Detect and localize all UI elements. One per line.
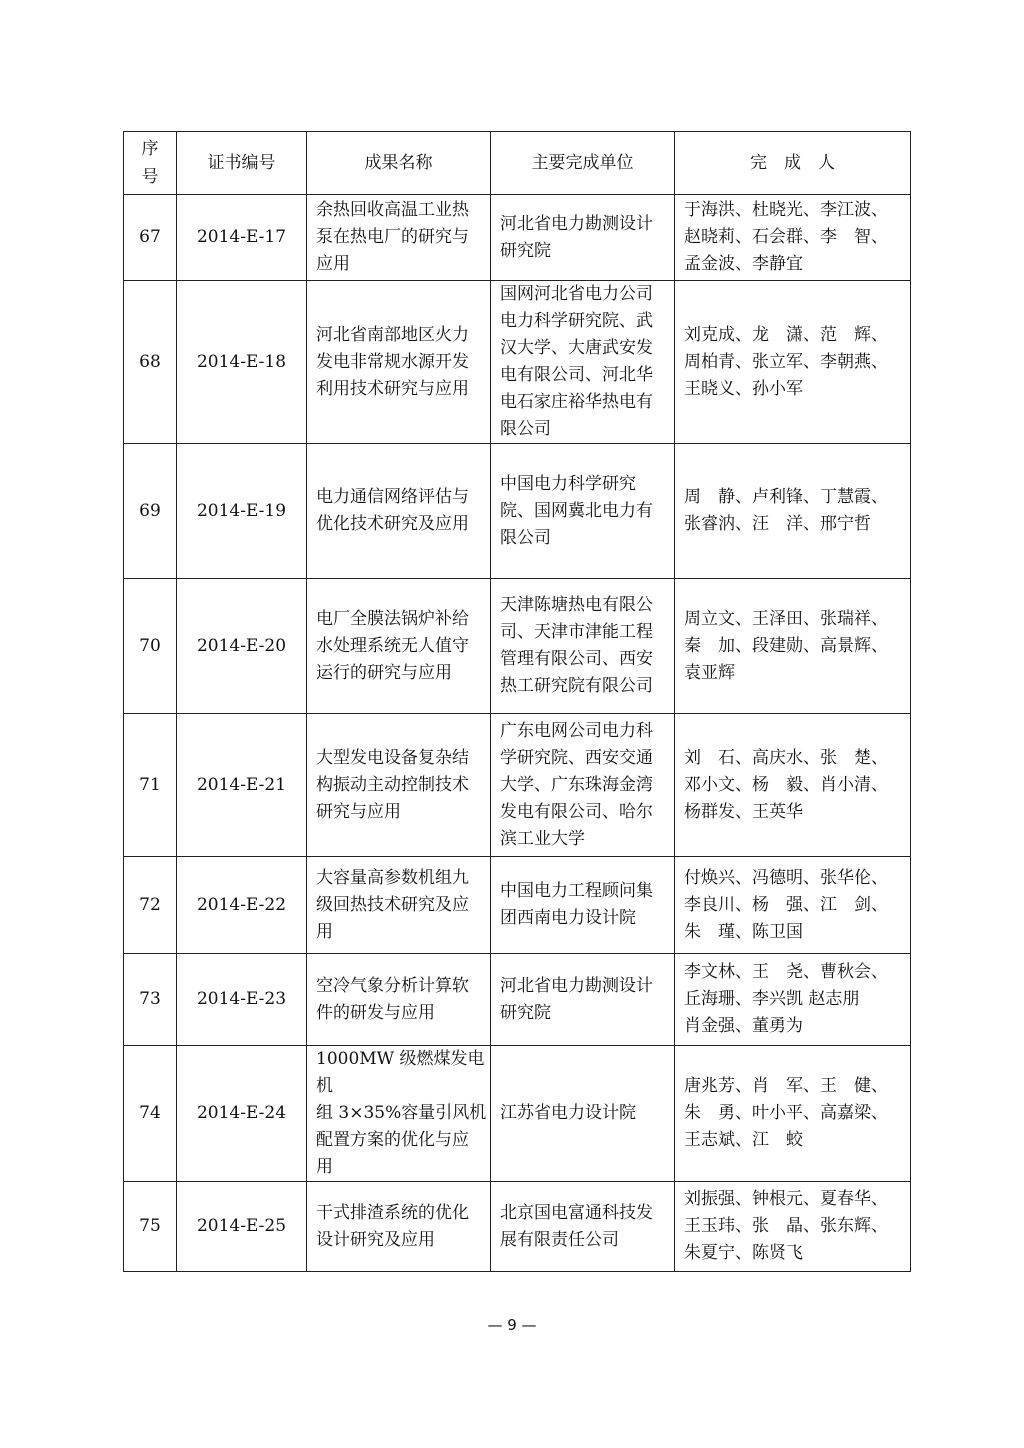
cell-code: 2014-E-19 <box>177 444 307 579</box>
people-line: 朱 勇、叶小平、高嘉梁、 <box>684 1103 888 1123</box>
unit-line: 中国电力工程顾问集 <box>500 881 653 901</box>
cell-people <box>675 1046 911 1182</box>
unit-line: 大学、广东珠海金湾 <box>500 774 653 795</box>
people-line: 王晓义、孙小军 <box>684 378 803 399</box>
title-line: 1000MW 级燃煤发电机 <box>316 1049 485 1096</box>
table-row <box>124 281 911 444</box>
cell-title <box>307 579 491 714</box>
header-people: 完 成 人 <box>675 132 911 195</box>
title-line: 优化技术研究及应用 <box>316 514 469 534</box>
unit-line: 限公司 <box>500 527 551 548</box>
cell-unit <box>491 1046 675 1182</box>
cell-code: 2014-E-17 <box>177 195 307 281</box>
cell-code: 2014-E-22 <box>177 857 307 954</box>
table-row <box>124 195 911 281</box>
cell-title <box>307 857 491 954</box>
unit-line: 滨工业大学 <box>500 828 585 849</box>
header-seq: 序号 <box>124 132 177 195</box>
table-header-row <box>124 132 911 195</box>
cell-code: 2014-E-18 <box>177 281 307 444</box>
title-line: 电厂全膜法锅炉补给 <box>316 608 469 629</box>
cell-people <box>675 444 911 579</box>
title-line: 水处理系统无人值守 <box>316 635 469 656</box>
title-line: 利用技术研究与应用 <box>316 378 469 399</box>
unit-line: 研究院 <box>500 1002 551 1023</box>
cell-unit <box>491 281 675 444</box>
people-line: 袁亚辉 <box>684 662 735 683</box>
cell-title <box>307 281 491 444</box>
title-line: 运行的研究与应用 <box>316 662 452 683</box>
cell-unit <box>491 444 675 579</box>
title-line: 构振动主动控制技术 <box>316 774 469 795</box>
title-line: 配置方案的优化与应 <box>316 1130 469 1150</box>
cell-code: 2014-E-24 <box>177 1046 307 1182</box>
people-line: 周柏青、张立军、李朝燕、 <box>684 351 888 372</box>
title-line: 空冷气象分析计算软 <box>316 975 469 996</box>
unit-line: 管理有限公司、西安 <box>500 649 653 669</box>
unit-line: 院、国网冀北电力有 <box>500 500 653 521</box>
header-code: 证书编号 <box>177 132 307 195</box>
cell-code: 2014-E-21 <box>177 714 307 857</box>
unit-line: 河北省电力勘测设计 <box>500 213 653 234</box>
unit-line: 电有限公司、河北华 <box>500 365 653 385</box>
table-row <box>124 714 911 857</box>
cell-code: 2014-E-20 <box>177 579 307 714</box>
unit-line: 展有限责任公司 <box>500 1229 619 1250</box>
unit-line: 天津陈塘热电有限公 <box>500 595 653 615</box>
table-row <box>124 954 911 1046</box>
cell-seq: 70 <box>124 579 177 714</box>
people-line: 王志斌、江 蛟 <box>684 1130 803 1150</box>
cell-people <box>675 195 911 281</box>
people-line: 周立文、王泽田、张瑞祥、 <box>684 608 888 629</box>
people-line: 朱 瑾、陈卫国 <box>684 921 803 942</box>
title-line: 用 <box>316 921 333 942</box>
cell-seq: 69 <box>124 444 177 579</box>
title-line: 研究与应用 <box>316 801 401 822</box>
title-line: 干式排渣系统的优化 <box>316 1202 469 1223</box>
unit-line: 学研究院、西安交通 <box>500 747 653 768</box>
unit-line: 国网河北省电力公司 <box>500 284 653 304</box>
cell-seq: 72 <box>124 857 177 954</box>
people-line: 丘海珊、李兴凯 赵志朋 <box>684 989 860 1009</box>
title-line: 应用 <box>316 254 350 274</box>
cell-people <box>675 714 911 857</box>
title-line: 大容量高参数机组九 <box>316 867 469 888</box>
people-line: 唐兆芳、肖 军、王 健、 <box>684 1076 888 1096</box>
cell-title <box>307 714 491 857</box>
cell-title <box>307 195 491 281</box>
cell-people <box>675 1182 911 1272</box>
cell-seq: 75 <box>124 1182 177 1272</box>
title-line: 用 <box>316 1157 333 1177</box>
unit-line: 电石家庄裕华热电有 <box>500 392 653 412</box>
title-line: 河北省南部地区火力 <box>316 324 469 345</box>
people-line: 肖金强、董勇为 <box>684 1016 803 1036</box>
table-body <box>124 195 911 1272</box>
cell-title <box>307 444 491 579</box>
cell-seq: 71 <box>124 714 177 857</box>
people-line: 王玉玮、张 晶、张东辉、 <box>684 1216 888 1236</box>
people-line: 赵晓莉、石会群、李 智、 <box>684 227 888 247</box>
table-row <box>124 444 911 579</box>
people-line: 刘振强、钟根元、夏春华、 <box>684 1189 888 1209</box>
unit-line: 江苏省电力设计院 <box>500 1103 636 1123</box>
cell-unit <box>491 195 675 281</box>
title-line: 级回热技术研究及应 <box>316 894 469 915</box>
unit-line: 限公司 <box>500 419 551 439</box>
unit-line: 电力科学研究院、武 <box>500 311 653 331</box>
unit-line: 北京国电富通科技发 <box>500 1202 653 1223</box>
title-line: 电力通信网络评估与 <box>316 487 469 507</box>
cell-title <box>307 1046 491 1182</box>
header-title: 成果名称 <box>307 132 491 195</box>
cell-people <box>675 954 911 1046</box>
awards-table <box>123 131 911 1272</box>
title-line: 组 3×35%容量引风机 <box>316 1103 487 1123</box>
people-line: 刘 石、高庆水、张 楚、 <box>684 747 888 768</box>
people-line: 张睿汭、汪 洋、邢宁哲 <box>684 514 871 534</box>
unit-line: 中国电力科学研究 <box>500 473 636 494</box>
people-line: 邓小文、杨 毅、肖小清、 <box>684 774 888 795</box>
unit-line: 河北省电力勘测设计 <box>500 975 653 996</box>
cell-seq: 68 <box>124 281 177 444</box>
cell-code: 2014-E-23 <box>177 954 307 1046</box>
title-line: 泵在热电厂的研究与 <box>316 227 469 247</box>
unit-line: 团西南电力设计院 <box>500 908 636 928</box>
unit-line: 广东电网公司电力科 <box>500 720 653 741</box>
cell-people <box>675 857 911 954</box>
people-line: 杨群发、王英华 <box>684 801 803 822</box>
title-line: 发电非常规水源开发 <box>316 351 469 372</box>
unit-line: 热工研究院有限公司 <box>500 676 653 696</box>
unit-line: 发电有限公司、哈尔 <box>500 801 653 822</box>
cell-seq: 73 <box>124 954 177 1046</box>
table-row <box>124 1046 911 1182</box>
unit-line: 汉大学、大唐武安发 <box>500 338 653 358</box>
cell-unit <box>491 857 675 954</box>
people-line: 周 静、卢利锋、丁慧霞、 <box>684 487 888 507</box>
table-row <box>124 579 911 714</box>
cell-seq: 67 <box>124 195 177 281</box>
cell-unit <box>491 714 675 857</box>
page-number: — 9 — <box>487 1316 537 1334</box>
cell-people <box>675 281 911 444</box>
unit-line: 司、天津市津能工程 <box>500 622 653 642</box>
header-unit: 主要完成单位 <box>491 132 675 195</box>
cell-seq: 74 <box>124 1046 177 1182</box>
unit-line: 研究院 <box>500 240 551 261</box>
people-line: 秦 加、段建勋、高景辉、 <box>684 635 888 656</box>
people-line: 于海洪、杜晓光、李江波、 <box>684 200 888 220</box>
title-line: 件的研发与应用 <box>316 1002 435 1023</box>
cell-unit <box>491 954 675 1046</box>
cell-unit <box>491 579 675 714</box>
people-line: 付焕兴、冯德明、张华伦、 <box>684 867 888 888</box>
title-line: 大型发电设备复杂结 <box>316 747 469 768</box>
people-line: 李良川、杨 强、江 剑、 <box>684 894 888 915</box>
people-line: 朱夏宁、陈贤飞 <box>684 1243 803 1263</box>
cell-title <box>307 954 491 1046</box>
cell-code: 2014-E-25 <box>177 1182 307 1272</box>
table-row <box>124 857 911 954</box>
title-line: 设计研究及应用 <box>316 1229 435 1250</box>
table-row <box>124 1182 911 1272</box>
cell-unit <box>491 1182 675 1272</box>
people-line: 刘克成、龙 潇、范 辉、 <box>684 324 888 345</box>
people-line: 李文林、王 尧、曹秋会、 <box>684 962 888 982</box>
title-line: 余热回收高温工业热 <box>316 200 469 220</box>
cell-people <box>675 579 911 714</box>
cell-title <box>307 1182 491 1272</box>
people-line: 孟金波、李静宜 <box>684 254 803 274</box>
